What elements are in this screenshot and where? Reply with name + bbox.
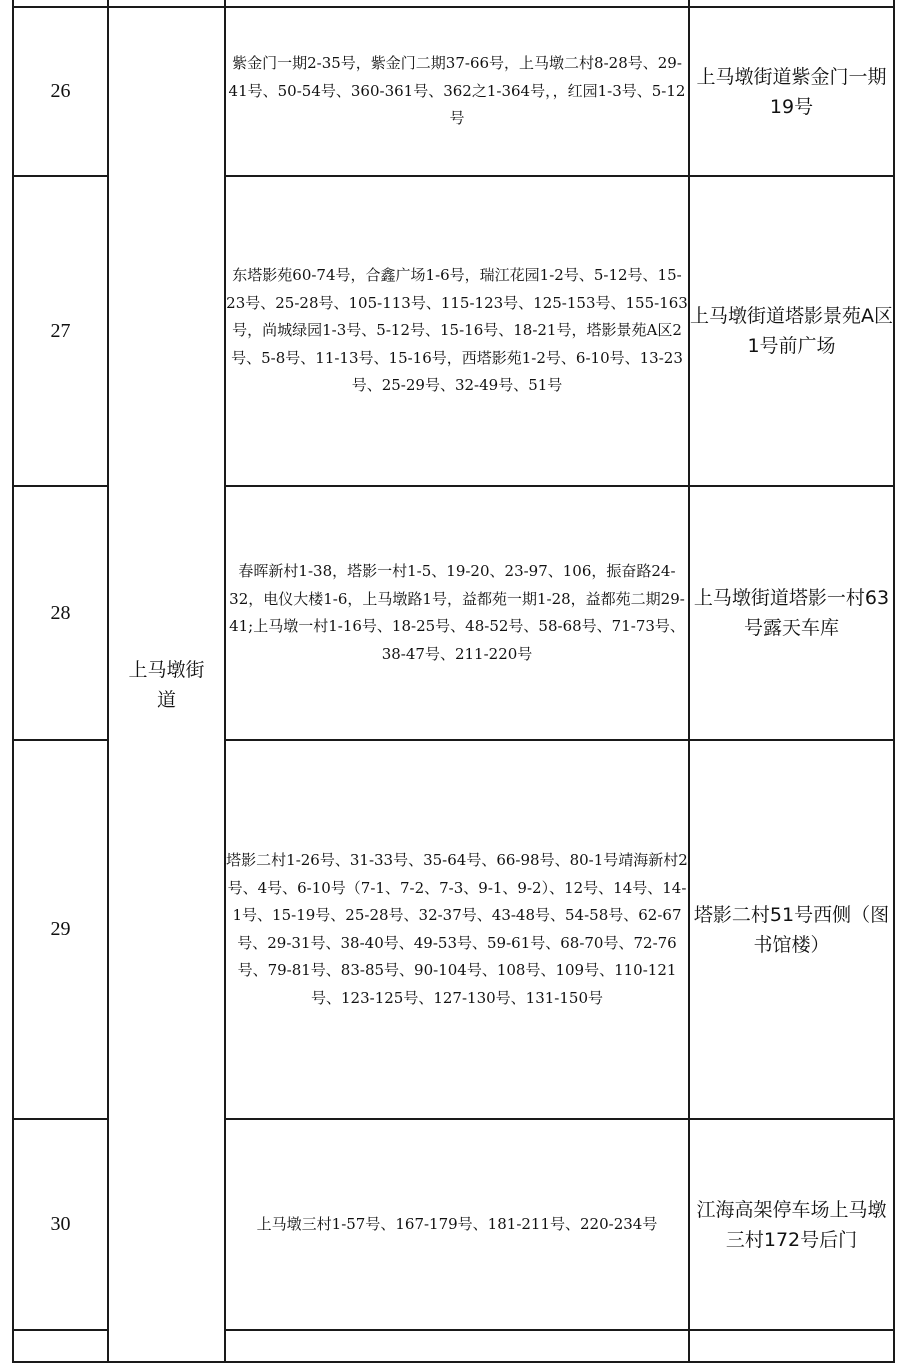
- table-row-previous: [13, 0, 894, 7]
- cell-empty: [689, 0, 894, 7]
- cell-empty: [13, 1330, 108, 1362]
- polling-site: 上马墩街道塔影景苑A区1号前广场: [689, 176, 894, 486]
- row-number: 30: [13, 1119, 108, 1330]
- cell-empty: [13, 0, 108, 7]
- row-number: 27: [13, 176, 108, 486]
- street-name-label: 上马墩街道: [128, 658, 205, 711]
- cell-empty: [689, 1330, 894, 1362]
- address-range: 紫金门一期2-35号，紫金门二期37-66号，上马墩二村8-28号、29-41号、50-54号、360-361号、362之1-364号，，红园1-3号、5-12号: [225, 7, 689, 176]
- address-range: 东塔影苑60-74号，合鑫广场1-6号，瑞江花园1-2号、5-12号、15-23号、25-28号、105-113号、115-123号、125-153号、155-163号，尚城绿园1-3号、5-12号、15-16号、18-21号，塔影景苑A区2号、5-8号、11-13号、15-16号，西塔影苑1-2号、6-10号、13-23号、25-29号、32-49号、51号: [225, 176, 689, 486]
- row-number: 28: [13, 486, 108, 740]
- street-name: [108, 7, 225, 1362]
- polling-site: 上马墩街道塔影一村63号露天车库: [689, 486, 894, 740]
- cell-empty: [108, 0, 225, 7]
- polling-site: 上马墩街道紫金门一期19号: [689, 7, 894, 176]
- polling-station-table: [12, 0, 895, 1363]
- address-range: 上马墩三村1-57号、167-179号、181-211号、220-234号: [225, 1119, 689, 1330]
- polling-site: 塔影二村51号西侧（图书馆楼）: [689, 740, 894, 1119]
- address-range: 春晖新村1-38，塔影一村1-5、19-20、23-97、106，振奋路24-32，电仪大楼1-6，上马墩路1号，益都苑一期1-28，益都苑二期29-41;上马墩一村1-16号、18-25号、48-52号、58-68号、71-73号、38-47号、211-220号: [225, 486, 689, 740]
- row-number: 26: [13, 7, 108, 176]
- address-range: 塔影二村1-26号、31-33号、35-64号、66-98号、80-1号靖海新村2号、4号、6-10号（7-1、7-2、7-3、9-1、9-2）、12号、14号、14-1号、15-19号、25-28号、32-37号、43-48号、54-58号、62-67号、29-31号、38-40号、49-53号、59-61号、68-70号、72-76号、79-81号、83-85号、90-104号、108号、109号、110-121号、123-125号、127-130号、131-150号: [225, 740, 689, 1119]
- polling-site: 江海高架停车场上马墩三村172号后门: [689, 1119, 894, 1330]
- cell-empty: [225, 1330, 689, 1362]
- cell-empty: [225, 0, 689, 7]
- row-number: 29: [13, 740, 108, 1119]
- table-row: [13, 7, 894, 176]
